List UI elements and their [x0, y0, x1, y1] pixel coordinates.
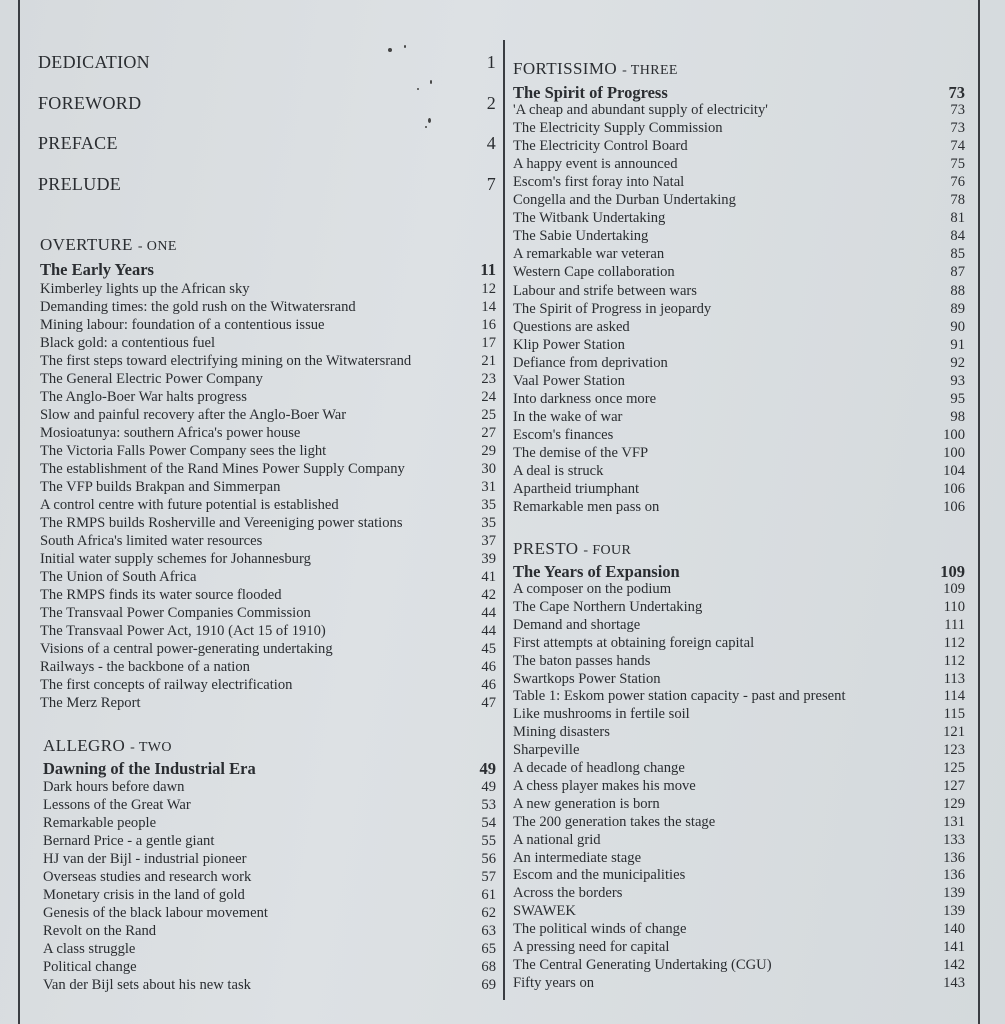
page-speck — [428, 118, 431, 123]
toc-entry-page: 30 — [481, 461, 496, 477]
toc-entry-title: Lessons of the Great War — [43, 797, 191, 813]
toc-entry-title: A composer on the podium — [513, 581, 672, 597]
toc-entry-title: Monetary crisis in the land of gold — [43, 887, 245, 903]
toc-entry-title: The first concepts of railway electrification — [40, 677, 293, 693]
toc-entry-title: The General Electric Power Company — [40, 371, 263, 387]
toc-entry — [43, 833, 496, 850]
toc-entry-page: 27 — [481, 425, 496, 441]
toc-entry-title: Black gold: a contentious fuel — [40, 335, 216, 351]
toc-entry-page: 23 — [481, 371, 496, 387]
toc-entry — [513, 102, 965, 119]
toc-entry-page: 65 — [481, 941, 496, 957]
toc-entry — [40, 515, 496, 532]
toc-entry-title: Political change — [43, 959, 137, 975]
toc-entry — [513, 156, 965, 173]
toc-entry-title: The VFP builds Brakpan and Simmerpan — [40, 479, 281, 495]
toc-entry — [513, 671, 965, 688]
toc-entry — [40, 623, 496, 640]
chapter-heading — [513, 562, 965, 582]
toc-entry — [40, 497, 496, 514]
toc-entry-title: Visions of a central power-generating undertaking — [40, 641, 333, 657]
toc-entry — [40, 371, 496, 388]
part-name: ALLEGRO — [43, 736, 126, 755]
toc-entry — [513, 760, 965, 777]
toc-entry-title: In the wake of war — [513, 409, 623, 425]
toc-entry-title: Demanding times: the gold rush on the Witwatersrand — [40, 299, 356, 315]
toc-entry-title: Mining disasters — [513, 724, 610, 740]
toc-entry-page: 74 — [950, 138, 965, 154]
chapter-heading — [43, 759, 496, 779]
part-heading — [513, 539, 631, 559]
toc-entry — [513, 463, 965, 480]
toc-entry — [43, 941, 496, 958]
toc-entry-title: The RMPS builds Rosherville and Vereeniging power stations — [40, 515, 403, 531]
toc-entry — [513, 939, 965, 956]
toc-entry-title: Congella and the Durban Undertaking — [513, 192, 736, 208]
toc-entry-page: 85 — [950, 246, 965, 262]
toc-entry — [513, 481, 965, 498]
front-matter-item-title: FOREWORD — [38, 93, 142, 113]
toc-entry-page: 35 — [481, 515, 496, 531]
toc-entry-page: 139 — [943, 885, 965, 901]
toc-entry-page: 127 — [943, 778, 965, 794]
toc-entry-title: Into darkness once more — [513, 391, 657, 407]
toc-entry-title: The Central Generating Undertaking (CGU) — [513, 957, 772, 973]
toc-entry — [40, 407, 496, 424]
toc-entry-title: The Electricity Control Board — [513, 138, 688, 154]
toc-entry-page: 56 — [481, 851, 496, 867]
toc-entry-title: Mosioatunya: southern Africa's power house — [40, 425, 301, 441]
toc-entry-title: Revolt on the Rand — [43, 923, 157, 939]
toc-entry-page: 106 — [943, 499, 965, 515]
toc-entry-title: SWAWEK — [513, 903, 576, 919]
toc-entry-page: 114 — [943, 688, 965, 704]
toc-entry-page: 68 — [481, 959, 496, 975]
toc-entry-title: The political winds of change — [513, 921, 687, 937]
toc-entry — [513, 264, 965, 281]
toc-entry-page: 139 — [943, 903, 965, 919]
toc-entry — [40, 425, 496, 442]
part-name: FORTISSIMO — [513, 59, 618, 78]
toc-entry-title: A remarkable war veteran — [513, 246, 665, 262]
toc-entry-page: 73 — [950, 102, 965, 118]
toc-entry-page: 42 — [481, 587, 496, 603]
toc-entry — [40, 389, 496, 406]
toc-entry — [513, 850, 965, 867]
toc-entry — [513, 210, 965, 227]
toc-entry-page: 31 — [481, 479, 496, 495]
toc-entry-title: An intermediate stage — [513, 850, 642, 866]
toc-entry-title: Labour and strife between wars — [513, 283, 697, 299]
toc-entry-title: The Witbank Undertaking — [513, 210, 666, 226]
toc-entry — [513, 975, 965, 992]
toc-entry-page: 121 — [943, 724, 965, 740]
toc-entry-title: Like mushrooms in fertile soil — [513, 706, 690, 722]
toc-entry-page: 100 — [943, 427, 965, 443]
part-heading — [43, 736, 172, 756]
toc-entry — [513, 120, 965, 137]
toc-entry — [40, 461, 496, 478]
toc-entry-title: Remarkable men pass on — [513, 499, 660, 515]
toc-entry — [40, 281, 496, 298]
toc-entry — [513, 653, 965, 670]
page-speck — [425, 126, 427, 128]
toc-entry-title: Slow and painful recovery after the Anglo-Boer War — [40, 407, 347, 423]
toc-entry-title: South Africa's limited water resources — [40, 533, 263, 549]
toc-entry — [513, 724, 965, 741]
toc-entry-title: Defiance from deprivation — [513, 355, 668, 371]
toc-entry-title: The demise of the VFP — [513, 445, 649, 461]
toc-entry-title: A chess player makes his move — [513, 778, 696, 794]
toc-entry-page: 76 — [950, 174, 965, 190]
toc-entry — [43, 923, 496, 940]
toc-entry-page: 54 — [481, 815, 496, 831]
toc-entry-page: 136 — [943, 850, 965, 866]
toc-entry — [40, 443, 496, 460]
toc-entry-page: 91 — [950, 337, 965, 353]
toc-entry-page: 61 — [481, 887, 496, 903]
toc-entry-title: A new generation is born — [513, 796, 660, 812]
toc-entry-page: 129 — [943, 796, 965, 812]
toc-entry-title: Escom's finances — [513, 427, 614, 443]
part-name: OVERTURE — [40, 235, 133, 254]
part-heading — [40, 235, 177, 255]
chapter-heading-page: 11 — [480, 260, 496, 279]
toc-entry — [513, 301, 965, 318]
toc-entry-page: 29 — [481, 443, 496, 459]
toc-entry-title: The Transvaal Power Act, 1910 (Act 15 of 1910) — [40, 623, 326, 639]
toc-entry-title: A deal is struck — [513, 463, 604, 479]
front-matter-item-page: 1 — [486, 52, 496, 72]
chapter-heading-title: The Early Years — [40, 260, 154, 279]
toc-entry-page: 125 — [943, 760, 965, 776]
toc-entry-page: 109 — [943, 581, 965, 597]
toc-entry — [43, 959, 496, 976]
toc-entry-page: 21 — [481, 353, 496, 369]
toc-entry-page: 39 — [481, 551, 496, 567]
toc-entry-page: 69 — [481, 977, 496, 993]
toc-entry — [513, 814, 965, 831]
toc-entry — [513, 706, 965, 723]
toc-entry — [40, 605, 496, 622]
toc-entry-page: 111 — [944, 617, 965, 633]
chapter-heading-title: The Spirit of Progress — [513, 83, 668, 102]
toc-entry-page: 112 — [943, 635, 965, 651]
toc-entry-title: 'A cheap and abundant supply of electricity' — [513, 102, 768, 118]
toc-entry-page: 35 — [481, 497, 496, 513]
toc-entry — [513, 617, 965, 634]
toc-entry-title: Railways - the backbone of a nation — [40, 659, 250, 675]
toc-entry-title: The Union of South Africa — [40, 569, 197, 585]
toc-entry-page: 136 — [943, 867, 965, 883]
toc-entry-title: Genesis of the black labour movement — [43, 905, 268, 921]
toc-entry-page: 53 — [481, 797, 496, 813]
toc-entry-title: Sharpeville — [513, 742, 580, 758]
toc-entry-page: 46 — [481, 659, 496, 675]
toc-entry-title: Fifty years on — [513, 975, 595, 991]
toc-entry-title: The Electricity Supply Commission — [513, 120, 723, 136]
toc-entry — [40, 569, 496, 586]
toc-entry-page: 41 — [481, 569, 496, 585]
toc-entry-title: The baton passes hands — [513, 653, 651, 669]
toc-entry — [43, 977, 496, 994]
toc-entry-title: Demand and shortage — [513, 617, 641, 633]
toc-entry-page: 104 — [943, 463, 965, 479]
toc-entry-title: The Sabie Undertaking — [513, 228, 649, 244]
toc-entry — [40, 677, 496, 694]
toc-entry — [513, 246, 965, 263]
toc-entry-title: A happy event is announced — [513, 156, 678, 172]
part-number: - THREE — [622, 63, 678, 78]
toc-entry-page: 92 — [950, 355, 965, 371]
toc-entry — [43, 815, 496, 832]
front-matter-item-page: 2 — [486, 93, 496, 113]
toc-entry-page: 131 — [943, 814, 965, 830]
front-matter-item-page: 4 — [486, 133, 496, 153]
chapter-heading-title: The Years of Expansion — [513, 562, 680, 581]
toc-entry — [513, 192, 965, 209]
toc-entry-page: 95 — [950, 391, 965, 407]
toc-entry-page: 89 — [950, 301, 965, 317]
left-margin-rule — [18, 0, 20, 1024]
toc-entry-page: 106 — [943, 481, 965, 497]
toc-entry-page: 123 — [943, 742, 965, 758]
front-matter-item-title: PREFACE — [38, 133, 118, 153]
toc-entry-page: 142 — [943, 957, 965, 973]
toc-entry-page: 47 — [481, 695, 496, 711]
chapter-heading-title: Dawning of the Industrial Era — [43, 759, 256, 778]
toc-entry-page: 55 — [481, 833, 496, 849]
toc-entry — [40, 533, 496, 550]
toc-entry — [513, 635, 965, 652]
toc-entry — [43, 869, 496, 886]
toc-entry-page: 44 — [481, 605, 496, 621]
toc-entry-page: 45 — [481, 641, 496, 657]
toc-entry-title: A decade of headlong change — [513, 760, 685, 776]
toc-entry — [513, 921, 965, 938]
toc-entry — [40, 299, 496, 316]
front-matter-item — [38, 174, 496, 195]
toc-entry-title: The Victoria Falls Power Company sees the light — [40, 443, 327, 459]
toc-entry — [43, 797, 496, 814]
toc-entry-title: Questions are asked — [513, 319, 630, 335]
toc-entry — [513, 228, 965, 245]
page-speck — [404, 45, 406, 48]
toc-entry — [43, 851, 496, 868]
toc-entry — [513, 337, 965, 354]
toc-entry-title: First attempts at obtaining foreign capital — [513, 635, 755, 651]
toc-entry — [513, 409, 965, 426]
toc-entry — [513, 373, 965, 390]
toc-entry — [43, 779, 496, 796]
toc-entry — [513, 174, 965, 191]
toc-entry — [513, 391, 965, 408]
part-number: - ONE — [137, 239, 177, 254]
toc-entry-page: 37 — [481, 533, 496, 549]
toc-entry-page: 100 — [943, 445, 965, 461]
page-speck — [417, 88, 419, 90]
front-matter-item — [38, 93, 496, 114]
front-matter-item — [38, 52, 496, 73]
toc-entry-page: 141 — [943, 939, 965, 955]
toc-entry-title: Escom and the municipalities — [513, 867, 686, 883]
chapter-heading-page: 109 — [940, 562, 965, 581]
toc-entry-title: A pressing need for capital — [513, 939, 670, 955]
toc-entry — [513, 319, 965, 336]
toc-entry-title: Overseas studies and research work — [43, 869, 252, 885]
toc-entry-page: 113 — [943, 671, 965, 687]
toc-entry-page: 90 — [950, 319, 965, 335]
toc-entry — [513, 867, 965, 884]
front-matter-item-title: DEDICATION — [38, 52, 150, 72]
toc-entry-page: 78 — [950, 192, 965, 208]
page-speck — [430, 80, 432, 84]
toc-entry — [40, 353, 496, 370]
toc-entry — [513, 796, 965, 813]
toc-entry — [40, 317, 496, 334]
toc-entry-page: 140 — [943, 921, 965, 937]
toc-entry-title: Remarkable people — [43, 815, 157, 831]
toc-entry — [513, 445, 965, 462]
toc-entry — [40, 587, 496, 604]
right-margin-rule — [978, 0, 980, 1024]
toc-entry-title: Across the borders — [513, 885, 623, 901]
toc-entry-page: 46 — [481, 677, 496, 693]
toc-entry — [513, 957, 965, 974]
toc-entry-title: Initial water supply schemes for Johannesburg — [40, 551, 311, 567]
toc-entry — [513, 742, 965, 759]
toc-entry — [40, 479, 496, 496]
toc-entry-page: 110 — [943, 599, 965, 615]
toc-entry-title: Western Cape collaboration — [513, 264, 675, 280]
toc-entry-page: 16 — [481, 317, 496, 333]
toc-entry-title: Escom's first foray into Natal — [513, 174, 685, 190]
toc-entry — [513, 778, 965, 795]
toc-entry-page: 62 — [481, 905, 496, 921]
toc-entry — [40, 335, 496, 352]
part-heading — [513, 59, 678, 79]
toc-entry-page: 63 — [481, 923, 496, 939]
toc-entry-title: A class struggle — [43, 941, 136, 957]
toc-entry — [40, 641, 496, 658]
toc-entry-title: Kimberley lights up the African sky — [40, 281, 250, 297]
toc-entry-page: 24 — [481, 389, 496, 405]
toc-entry-page: 44 — [481, 623, 496, 639]
toc-entry — [40, 659, 496, 676]
toc-entry-page: 25 — [481, 407, 496, 423]
chapter-heading — [513, 83, 965, 103]
toc-entry-title: The Merz Report — [40, 695, 141, 711]
toc-entry-title: Klip Power Station — [513, 337, 625, 353]
part-number: - TWO — [130, 740, 172, 755]
toc-entry-title: Vaal Power Station — [513, 373, 625, 389]
toc-entry — [513, 599, 965, 616]
toc-entry — [513, 688, 965, 705]
toc-entry-title: HJ van der Bijl - industrial pioneer — [43, 851, 247, 867]
toc-entry-page: 87 — [950, 264, 965, 280]
toc-entry — [513, 283, 965, 300]
toc-entry-page: 133 — [943, 832, 965, 848]
toc-entry-title: The Spirit of Progress in jeopardy — [513, 301, 712, 317]
toc-entry-title: The Cape Northern Undertaking — [513, 599, 703, 615]
toc-entry-page: 88 — [950, 283, 965, 299]
toc-entry-title: The Transvaal Power Companies Commission — [40, 605, 311, 621]
toc-entry — [513, 581, 965, 598]
toc-entry — [40, 551, 496, 568]
toc-entry-page: 57 — [481, 869, 496, 885]
toc-entry-title: Bernard Price - a gentle giant — [43, 833, 215, 849]
toc-entry-page: 12 — [481, 281, 496, 297]
front-matter-item-page: 7 — [486, 174, 496, 194]
toc-entry-page: 49 — [481, 779, 496, 795]
toc-entry — [513, 832, 965, 849]
toc-entry-page: 93 — [950, 373, 965, 389]
toc-entry-title: The RMPS finds its water source flooded — [40, 587, 282, 603]
chapter-heading-page: 73 — [948, 83, 965, 102]
toc-entry-title: The Anglo-Boer War halts progress — [40, 389, 247, 405]
toc-entry — [513, 138, 965, 155]
toc-entry — [513, 885, 965, 902]
toc-entry-title: Apartheid triumphant — [513, 481, 640, 497]
toc-entry-page: 81 — [950, 210, 965, 226]
chapter-heading — [40, 260, 496, 280]
toc-entry-title: Table 1: Eskom power station capacity - past and present — [513, 688, 846, 704]
chapter-heading-page: 49 — [479, 759, 496, 778]
column-divider-rule — [503, 40, 505, 1000]
toc-entry — [43, 887, 496, 904]
toc-entry-page: 75 — [950, 156, 965, 172]
toc-entry-title: A control centre with future potential is established — [40, 497, 339, 513]
toc-entry — [40, 695, 496, 712]
toc-entry — [513, 355, 965, 372]
toc-entry — [513, 903, 965, 920]
toc-entry — [513, 427, 965, 444]
toc-entry-title: Van der Bijl sets about his new task — [43, 977, 251, 993]
toc-entry-title: The 200 generation takes the stage — [513, 814, 716, 830]
front-matter-item — [38, 133, 496, 154]
toc-entry — [513, 499, 965, 516]
toc-entry-title: Mining labour: foundation of a contentious issue — [40, 317, 325, 333]
toc-entry-page: 73 — [950, 120, 965, 136]
part-name: PRESTO — [513, 539, 579, 558]
toc-entry — [43, 905, 496, 922]
toc-entry-title: Swartkops Power Station — [513, 671, 661, 687]
toc-entry-page: 17 — [481, 335, 496, 351]
part-number: - FOUR — [583, 543, 632, 558]
toc-entry-page: 112 — [943, 653, 965, 669]
toc-entry-title: Dark hours before dawn — [43, 779, 185, 795]
toc-entry-title: The first steps toward electrifying mining on the Witwatersrand — [40, 353, 412, 369]
toc-entry-title: A national grid — [513, 832, 601, 848]
toc-entry-page: 14 — [481, 299, 496, 315]
toc-entry-page: 84 — [950, 228, 965, 244]
toc-entry-page: 98 — [950, 409, 965, 425]
toc-entry-page: 143 — [943, 975, 965, 991]
toc-entry-page: 115 — [943, 706, 965, 722]
front-matter-item-title: PRELUDE — [38, 174, 122, 194]
toc-entry-title: The establishment of the Rand Mines Power Supply Company — [40, 461, 405, 477]
